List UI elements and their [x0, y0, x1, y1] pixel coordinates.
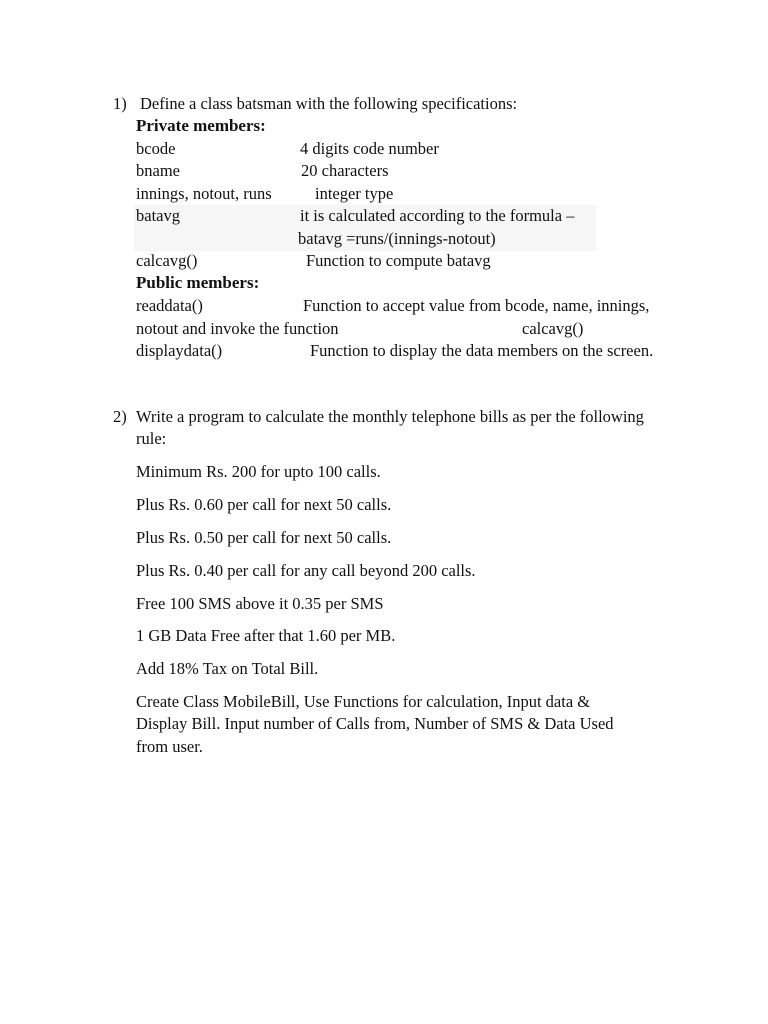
member-name-innings: innings, notout, runs	[136, 184, 272, 203]
rule-item: Plus Rs. 0.50 per call for next 50 calls.	[136, 528, 392, 547]
question-2-intro-line2: rule:	[136, 429, 167, 448]
readdata-desc-function: calcavg()	[522, 319, 584, 338]
rule-item: Plus Rs. 0.60 per call for next 50 calls.	[136, 495, 392, 514]
member-desc-bcode: 4 digits code number	[300, 139, 439, 158]
member-name-batavg: batavg	[136, 206, 180, 225]
private-members-heading: Private members:	[136, 116, 266, 135]
public-members-heading: Public members:	[136, 273, 260, 292]
question-1-intro: Define a class batsman with the following specifications:	[140, 94, 518, 113]
member-name-readdata: readdata()	[136, 296, 203, 315]
member-name-bname: bname	[136, 161, 180, 180]
member-name-bcode: bcode	[136, 139, 176, 158]
member-desc-batavg: it is calculated according to the formula –	[300, 206, 575, 225]
batavg-formula: batavg =runs/(innings-notout)	[298, 229, 496, 248]
member-desc-bname: 20 characters	[301, 161, 389, 180]
closing-line: from user.	[136, 737, 203, 756]
rule-item: Add 18% Tax on Total Bill.	[136, 659, 319, 678]
question-1-number: 1)	[113, 94, 127, 113]
question-2-intro-line1: Write a program to calculate the monthly telephone bills as per the following	[136, 407, 644, 426]
closing-line: Display Bill. Input number of Calls from, Number of SMS & Data Used	[136, 714, 614, 733]
member-desc-readdata: Function to accept value from bcode, name, innings,	[303, 296, 650, 315]
member-desc-displaydata: Function to display the data members on the screen.	[310, 341, 654, 360]
readdata-desc-continued: notout and invoke the function	[136, 319, 339, 338]
rule-item: Minimum Rs. 200 for upto 100 calls.	[136, 462, 381, 481]
member-desc-calcavg: Function to compute batavg	[306, 251, 491, 270]
rule-item: 1 GB Data Free after that 1.60 per MB.	[136, 626, 396, 645]
member-name-calcavg: calcavg()	[136, 251, 198, 270]
closing-line: Create Class MobileBill, Use Functions for calculation, Input data &	[136, 692, 591, 711]
rule-item: Plus Rs. 0.40 per call for any call beyond 200 calls.	[136, 561, 476, 580]
member-desc-innings: integer type	[315, 184, 394, 203]
question-2-number: 2)	[113, 407, 127, 426]
member-name-displaydata: displaydata()	[136, 341, 223, 360]
rule-item: Free 100 SMS above it 0.35 per SMS	[136, 594, 384, 613]
